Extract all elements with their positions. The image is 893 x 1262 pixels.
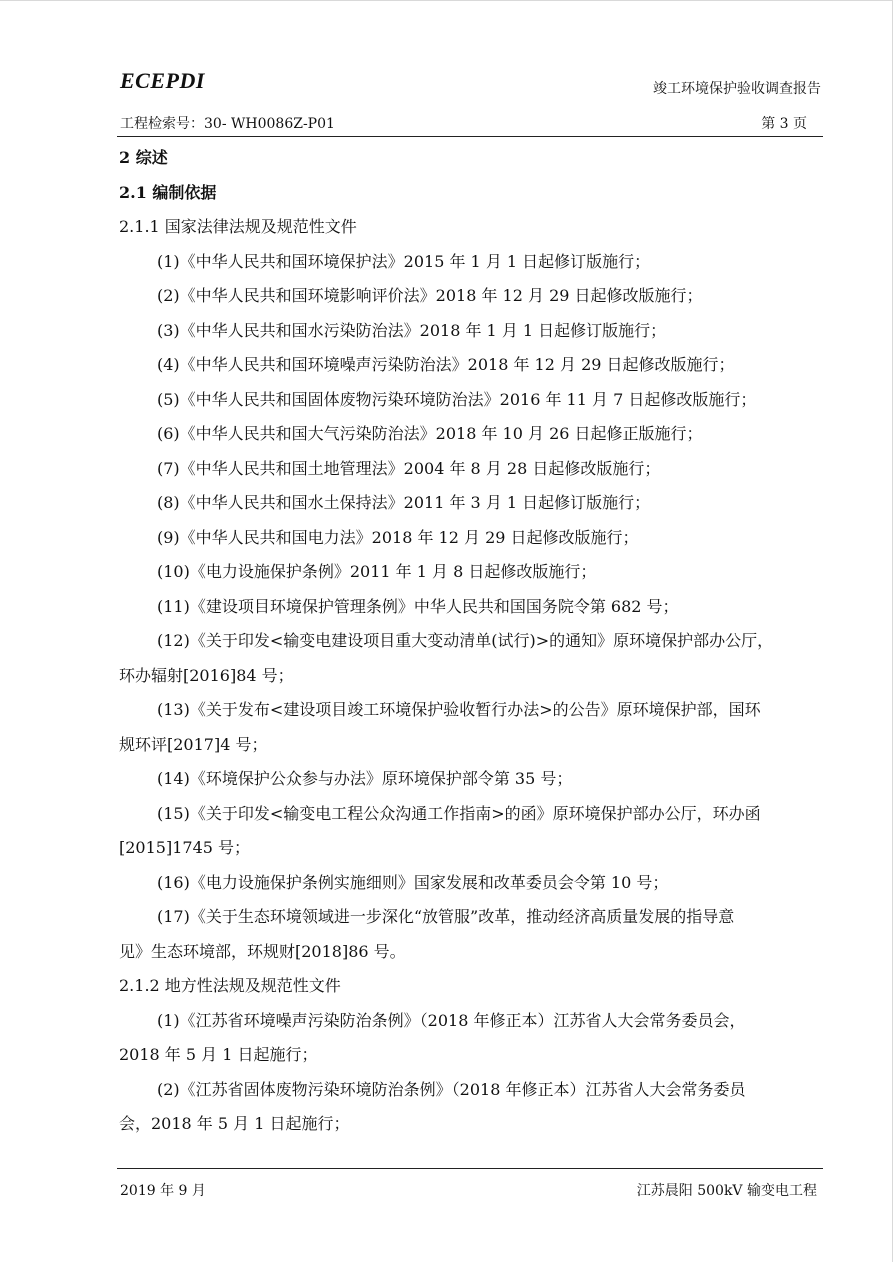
document-line: 规环评[2017]4 号； bbox=[119, 734, 268, 754]
company-logo: ECEPDI bbox=[120, 68, 205, 93]
document-line: 2018 年 5 月 1 日起施行； bbox=[119, 1045, 318, 1064]
document-line: (16)《电力设施保护条例实施细则》国家发展和改革委员会令第 10 号； bbox=[157, 872, 669, 892]
document-line: (1)《中华人民共和国环境保护法》2015 年 1 月 1 日起修订版施行； bbox=[157, 251, 651, 271]
document-line: (6)《中华人民共和国大气污染防治法》2018 年 10 月 26 日起修正版施行； bbox=[157, 424, 703, 443]
document-line: (9)《中华人民共和国电力法》2018 年 12 月 29 日起修改版施行； bbox=[157, 527, 639, 547]
report-title: 竣工环境保护验收调查报告 bbox=[653, 81, 821, 97]
footer-project-name: 江苏晨阳 500kV 输变电工程 bbox=[636, 1183, 817, 1199]
footer-date: 2019 年 9 月 bbox=[120, 1183, 206, 1199]
local-regulations-list bbox=[119, 1004, 821, 1142]
document-line: (12)《关于印发<输变电建设项目重大变动清单(试行)>的通知》原环境保护部办公厅， bbox=[157, 631, 774, 650]
document-line: [2015]1745 号； bbox=[119, 838, 251, 857]
section-heading: 2 综述 bbox=[119, 148, 168, 167]
document-line: (11)《建设项目环境保护管理条例》中华人民共和国国务院令第 682 号； bbox=[157, 596, 679, 616]
page-content bbox=[119, 141, 821, 1142]
national-regulations-list bbox=[119, 245, 821, 970]
document-line: (4)《中华人民共和国环境噪声污染防治法》2018 年 12 月 29 日起修改版施行； bbox=[157, 355, 735, 374]
subsubsection-heading-national: 2.1.1 国家法律法规及规范性文件 bbox=[119, 217, 357, 236]
subsubsection-heading-local: 2.1.2 地方性法规及规范性文件 bbox=[119, 976, 341, 995]
document-line: 见》生态环境部，环规财[2018]86 号。 bbox=[119, 941, 406, 961]
document-line: (17)《关于生态环境领域进一步深化“放管服”改革，推动经济高质量发展的指导意 bbox=[157, 907, 735, 926]
document-line: (5)《中华人民共和国固体废物污染环境防治法》2016 年 11 月 7 日起修改版施行； bbox=[157, 389, 757, 409]
page-number: 第 3 页 bbox=[761, 116, 807, 132]
document-line: (7)《中华人民共和国土地管理法》2004 年 8 月 28 日起修改版施行； bbox=[157, 458, 661, 478]
document-line: (3)《中华人民共和国水污染防治法》2018 年 1 月 1 日起修订版施行； bbox=[157, 320, 667, 340]
footer-divider bbox=[117, 1168, 823, 1169]
document-line: (1)《江苏省环境噪声污染防治条例》（2018 年修正本）江苏省人大会常务委员会， bbox=[157, 1010, 746, 1030]
subsection-heading: 2.1 编制依据 bbox=[119, 182, 217, 202]
header-divider bbox=[117, 136, 823, 137]
document-line: (14)《环境保护公众参与办法》原环境保护部令第 35 号； bbox=[157, 769, 573, 788]
document-line: (8)《中华人民共和国水土保持法》2011 年 3 月 1 日起修订版施行； bbox=[157, 493, 651, 512]
document-line: 会，2018 年 5 月 1 日起施行； bbox=[119, 1114, 350, 1133]
document-line: (2)《中华人民共和国环境影响评价法》2018 年 12 月 29 日起修改版施行； bbox=[157, 286, 703, 305]
document-line: (13)《关于发布<建设项目竣工环境保护验收暂行办法>的公告》原环境保护部，国环 bbox=[157, 700, 761, 719]
page-top-border bbox=[0, 0, 893, 1]
document-line: 环办辐射[2016]84 号； bbox=[119, 665, 294, 685]
document-line: (15)《关于印发<输变电工程公众沟通工作指南>的函》原环境保护部办公厅，环办函 bbox=[157, 803, 761, 823]
document-line: (2)《江苏省固体废物污染环境防治条例》（2018 年修正本）江苏省人大会常务委员 bbox=[157, 1079, 746, 1099]
document-line: (10)《电力设施保护条例》2011 年 1 月 8 日起修改版施行； bbox=[157, 562, 597, 581]
document-number: 工程检索号：30- WH0086Z-P01 bbox=[120, 116, 335, 132]
